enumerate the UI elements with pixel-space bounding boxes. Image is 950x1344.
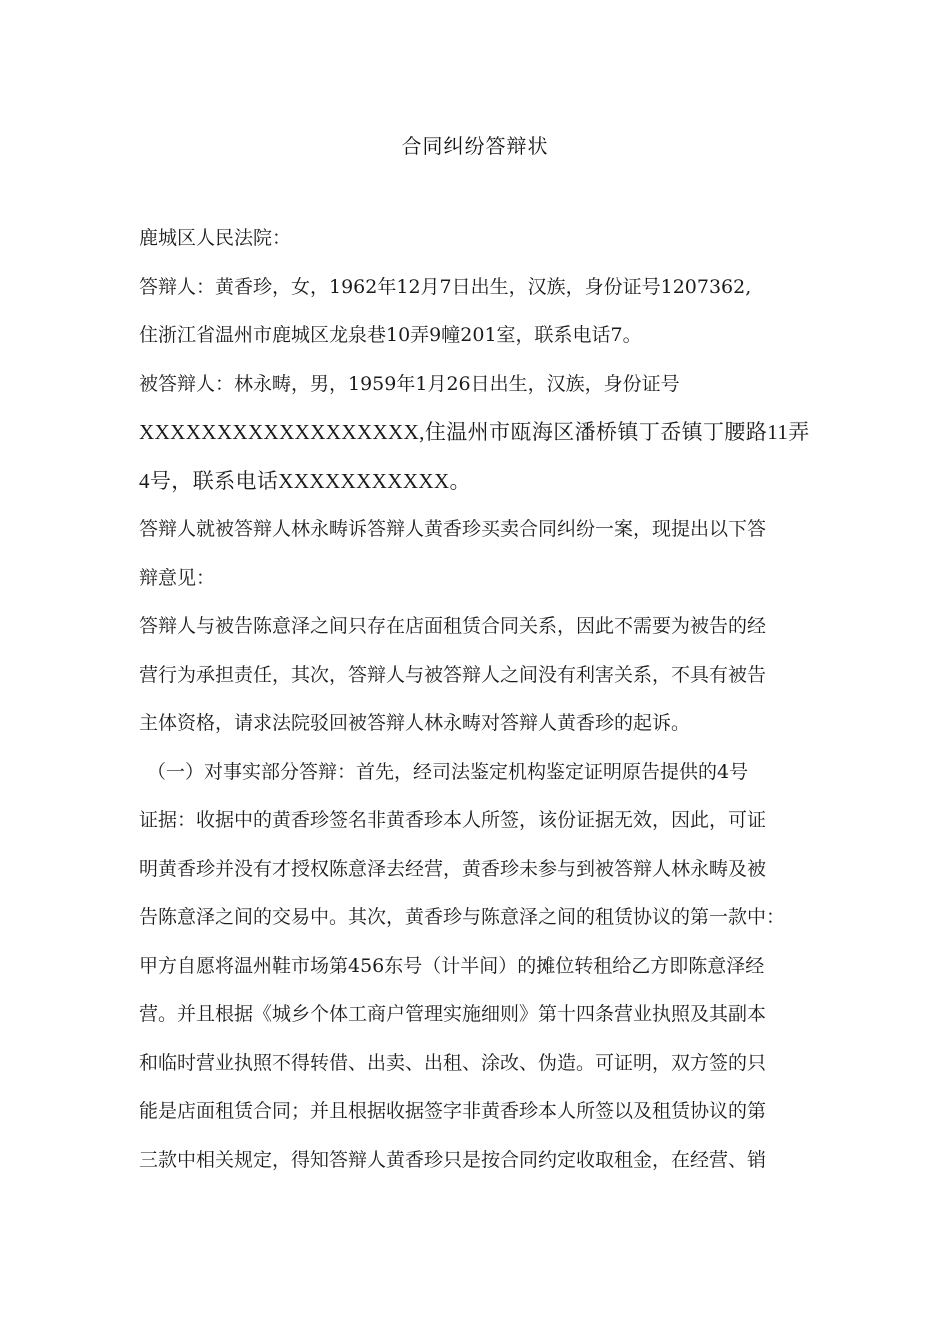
claimant-info-line: 被答辩人：林永畴，男，1959年1月26日出生，汉族，身份证号 [139,372,680,395]
addressee-line: 鹿城区人民法院： [139,227,292,249]
paragraph-line: 答辩人就被答辩人林永畴诉答辩人黄香珍买卖合同纠纷一案，现提出以下答 [139,518,767,540]
paragraph-line: 明黄香珍并没有才授权陈意泽去经营，黄香珍未参与到被答辩人林永畴及被 [139,857,767,880]
paragraph-line: 主体资格，请求法院驳回被答辩人林永畴对答辩人黄香珍的起诉。 [139,712,691,734]
claimant-phone-line: 4号，联系电话XXXXXXXXXXX。 [139,468,471,493]
paragraph-line: 三款中相关规定，得知答辩人黄香珍只是按合同约定收取租金，在经营、销 [139,1148,767,1171]
document-title: 合同纠纷答辩状 [401,134,549,158]
respondent-info-line: 答辩人：黄香珍，女，1962年12月7日出生，汉族，身份证号1207362, [139,275,752,298]
paragraph-line: 营。并且根据《城乡个体工商户管理实施细则》第十四条营业执照及其副本 [139,1003,767,1025]
section-one-heading-line: （一）对事实部分答辩：首先，经司法鉴定机构鉴定证明原告提供的4号 [147,760,749,783]
paragraph-line: 证据：收据中的黄香珍签名非黄香珍本人所签，该份证据无效，因此，可证 [139,809,767,831]
respondent-address-line: 住浙江省温州市鹿城区龙泉巷10弄9幢201室，联系电话7。 [139,324,642,346]
document-body [139,214,827,1184]
claimant-id-line: XXXXXXXXXXXXXXXXXX,住温州市瓯海区潘桥镇丁岙镇丁腰路11弄 [139,420,810,444]
paragraph-line: 营行为承担责任，其次，答辩人与被答辩人之间没有利害关系，不具有被告 [139,663,767,686]
paragraph-line: 告陈意泽之间的交易中。其次，黄香珍与陈意泽之间的租赁协议的第一款中： [139,906,786,928]
paragraph-line: 辩意见： [139,566,216,589]
paragraph-line: 能是店面租赁合同；并且根据收据签字非黄香珍本人所签以及租赁协议的第 [139,1100,767,1122]
paragraph-line: 答辩人与被告陈意泽之间只存在店面租赁合同关系，因此不需要为被告的经 [139,615,767,637]
paragraph-line: 和临时营业执照不得转借、出卖、出租、涂改、伪造。可证明，双方签的只 [139,1051,767,1074]
paragraph-line: 甲方自愿将温州鞋市场第456东号（计半间）的摊位转租给乙方即陈意泽经 [139,954,765,977]
